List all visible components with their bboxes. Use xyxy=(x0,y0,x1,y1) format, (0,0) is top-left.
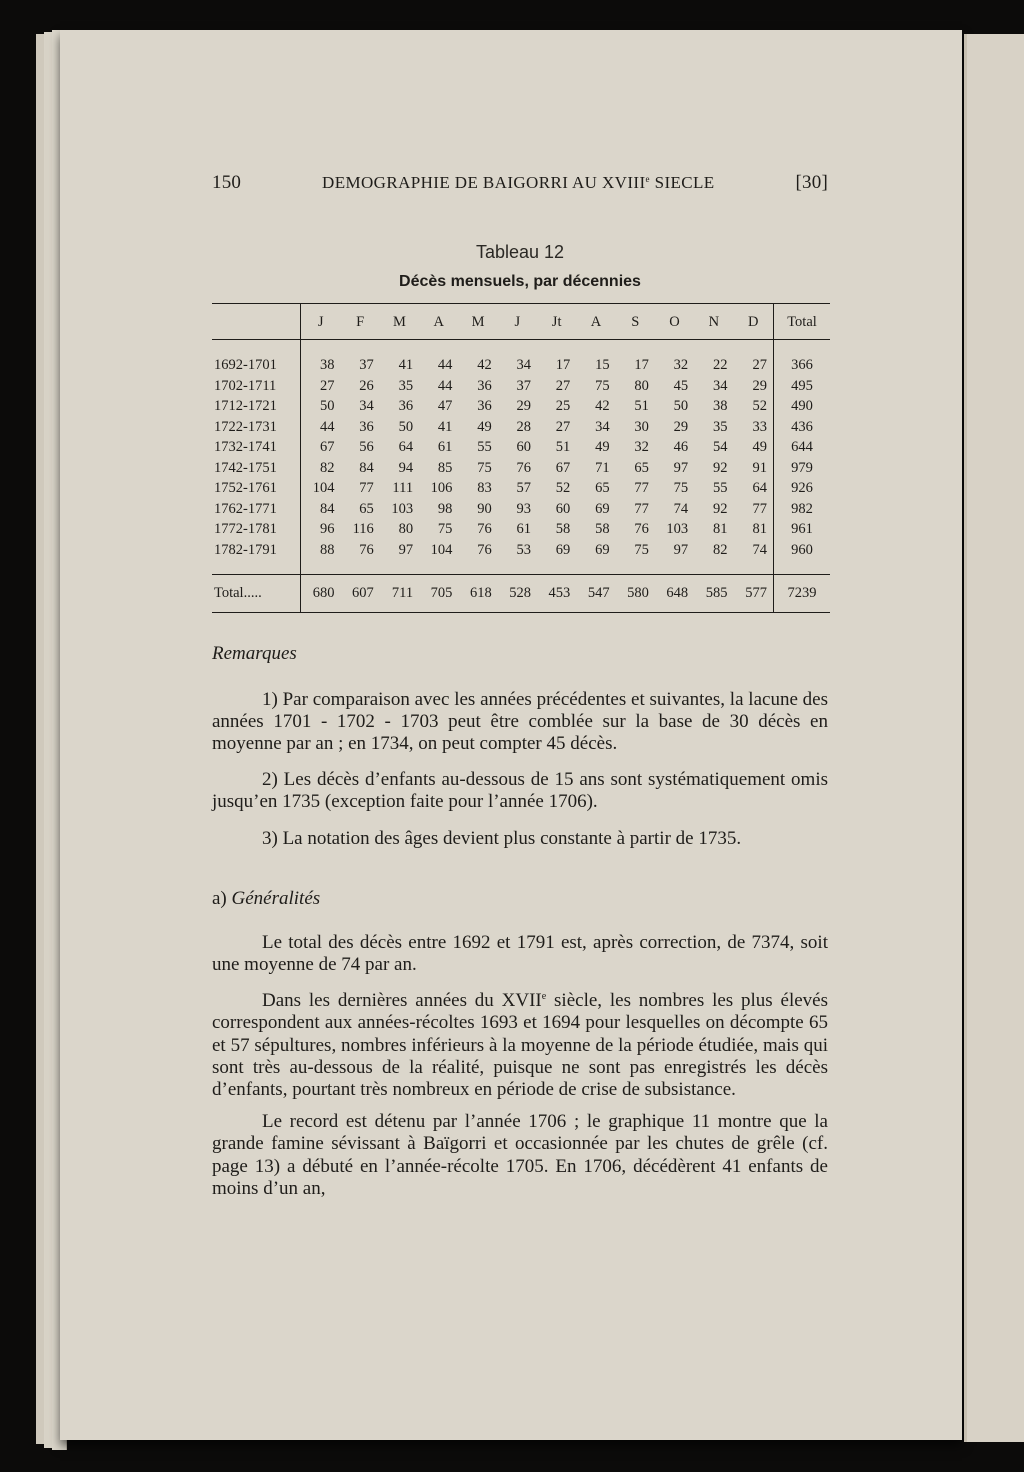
section-heading: a) Généralités xyxy=(212,887,321,909)
cell: 97 xyxy=(673,541,689,558)
column-total: 705 xyxy=(430,585,453,602)
table-title: Décès mensuels, par décennies xyxy=(399,273,641,290)
row-total: 960 xyxy=(774,540,831,575)
cell: 32 xyxy=(634,439,649,456)
table-row xyxy=(212,396,830,417)
remark-3: 3) La notation des âges devient plus constante à partir de 1735. xyxy=(262,827,742,849)
paragraph: Dans les dernières années du XVIIe siècle, les nombres les plus élevés correspondent aux années-récoltes 1693 et 1694 pour lesquelles on décompte 65 et 57 sépultures, nombres inférieurs à la moyenne de la période étudiée, mais qui sont très au-dessous de la réalité, puisque ne sont pas enregistrés les décès d’enfants, pourtant très nombreux en période de crise de subsistance. xyxy=(212,990,828,1100)
column-header: Jt xyxy=(551,314,562,330)
grand-total: 7239 xyxy=(774,575,831,613)
row-total: 366 xyxy=(774,340,831,376)
row-label: 1752-1761 xyxy=(212,478,301,499)
cell: 29 xyxy=(752,377,767,394)
cell: 36 xyxy=(398,398,414,415)
row-label: 1722-1731 xyxy=(212,417,301,438)
column-header: A xyxy=(433,314,444,330)
cell: 61 xyxy=(516,521,531,538)
column-header: Total xyxy=(774,304,831,340)
cell: 71 xyxy=(595,459,610,476)
cell: 54 xyxy=(712,439,728,456)
row-label: 1762-1771 xyxy=(212,499,301,520)
cell: 28 xyxy=(516,418,531,435)
cell: 34 xyxy=(516,357,531,374)
row-total: 982 xyxy=(774,499,831,520)
cell: 77 xyxy=(634,500,649,517)
cell: 42 xyxy=(595,398,610,415)
cell: 52 xyxy=(555,480,571,497)
cell: 67 xyxy=(555,459,571,476)
row-label: 1742-1751 xyxy=(212,458,301,479)
cell: 29 xyxy=(673,418,689,435)
cell: 85 xyxy=(437,459,453,476)
column-total: 585 xyxy=(705,585,728,602)
cell: 34 xyxy=(712,377,728,394)
table-header-row xyxy=(212,304,830,340)
table-row xyxy=(212,437,830,458)
column-total: 580 xyxy=(627,585,649,602)
table-row xyxy=(212,376,830,397)
column-total: 453 xyxy=(548,585,571,602)
remarks-heading: Remarques xyxy=(212,642,297,664)
cell: 82 xyxy=(712,541,728,558)
cell: 80 xyxy=(398,521,414,538)
cell: 75 xyxy=(595,377,610,394)
table-row xyxy=(212,340,830,376)
cell: 84 xyxy=(320,500,335,517)
cell: 65 xyxy=(634,459,649,476)
cell: 58 xyxy=(595,521,610,538)
cell: 76 xyxy=(477,521,492,538)
cell: 42 xyxy=(477,357,492,374)
column-header: M xyxy=(392,314,406,330)
cell: 58 xyxy=(555,521,571,538)
cell: 91 xyxy=(752,459,767,476)
cell: 41 xyxy=(398,357,414,374)
cell: 36 xyxy=(359,418,374,435)
cell: 32 xyxy=(673,357,689,374)
cell: 76 xyxy=(634,521,649,538)
cell: 93 xyxy=(516,500,531,517)
running-title: DEMOGRAPHIE DE BAIGORRI AU XVIIIe SIECLE xyxy=(322,173,715,192)
cell: 106 xyxy=(430,480,453,497)
cell: 27 xyxy=(555,418,571,435)
column-total: 577 xyxy=(745,585,767,602)
paragraph: Le record est détenu par l’année 1706 ; le graphique 11 montre que la grande famine sévissant à Baïgorri et occasionnée par les chutes de grêle (cf. page 13) a débuté en l’année-récolte 1705. En 1706, décédèrent 41 enfants de moins d’un an, xyxy=(212,1111,828,1199)
row-label: 1732-1741 xyxy=(212,437,301,458)
cell: 75 xyxy=(634,541,649,558)
cell: 27 xyxy=(555,377,571,394)
column-header: J xyxy=(317,314,324,330)
column-total: 648 xyxy=(666,585,689,602)
facing-page-edge xyxy=(964,34,1024,1442)
row-label: 1702-1711 xyxy=(212,376,301,397)
cell: 50 xyxy=(673,398,689,415)
cell: 36 xyxy=(477,377,492,394)
column-header: N xyxy=(708,314,720,330)
cell: 49 xyxy=(595,439,610,456)
row-label: 1782-1791 xyxy=(212,540,301,575)
column-header: O xyxy=(669,314,680,330)
cell: 65 xyxy=(359,500,374,517)
cell: 22 xyxy=(712,357,728,374)
cell: 83 xyxy=(477,480,492,497)
cell: 76 xyxy=(516,459,531,476)
cell: 77 xyxy=(752,500,767,517)
total-label: Total..... xyxy=(212,575,301,613)
table-caption: Tableau 12 xyxy=(475,242,565,262)
cell: 53 xyxy=(516,541,531,558)
cell: 103 xyxy=(666,521,689,538)
cell: 35 xyxy=(712,418,728,435)
cell: 75 xyxy=(437,521,453,538)
cell: 37 xyxy=(359,357,374,374)
cell: 41 xyxy=(437,418,453,435)
cell: 69 xyxy=(595,541,610,558)
cell: 92 xyxy=(712,459,728,476)
column-total: 607 xyxy=(352,585,374,602)
cell: 29 xyxy=(516,398,531,415)
cell: 51 xyxy=(634,398,649,415)
section-ref: [30] xyxy=(795,172,828,193)
cell: 50 xyxy=(398,418,414,435)
row-label: 1692-1701 xyxy=(212,340,301,376)
cell: 65 xyxy=(595,480,610,497)
cell: 51 xyxy=(555,439,571,456)
column-total: 528 xyxy=(509,585,531,602)
monthly-deaths-table xyxy=(212,303,830,613)
table-total-row xyxy=(212,575,830,613)
cell: 75 xyxy=(673,480,689,497)
column-total: 547 xyxy=(587,585,610,602)
cell: 116 xyxy=(352,521,374,538)
cell: 60 xyxy=(516,439,531,456)
table-row xyxy=(212,417,830,438)
row-label: 1772-1781 xyxy=(212,519,301,540)
cell: 76 xyxy=(359,541,374,558)
cell: 97 xyxy=(398,541,414,558)
cell: 82 xyxy=(320,459,335,476)
cell: 84 xyxy=(359,459,374,476)
remark-2: 2) Les décès d’enfants au-dessous de 15 ans sont systématiquement omis jusqu’en 1735 (exception faite pour l’année 1706). xyxy=(212,769,828,813)
cell: 81 xyxy=(712,521,728,538)
cell: 17 xyxy=(634,357,649,374)
row-total: 961 xyxy=(774,519,831,540)
cell: 92 xyxy=(712,500,728,517)
cell: 56 xyxy=(359,439,374,456)
cell: 80 xyxy=(634,377,649,394)
cell: 55 xyxy=(477,439,492,456)
cell: 90 xyxy=(477,500,492,517)
cell: 33 xyxy=(752,418,767,435)
cell: 77 xyxy=(634,480,649,497)
cell: 55 xyxy=(712,480,728,497)
cell: 38 xyxy=(320,357,335,374)
cell: 46 xyxy=(673,439,689,456)
cell: 74 xyxy=(673,500,689,517)
column-header: A xyxy=(590,314,602,330)
row-total: 644 xyxy=(774,437,831,458)
page-content xyxy=(212,172,828,1200)
cell: 64 xyxy=(752,480,767,497)
table-row xyxy=(212,519,830,540)
cell: 111 xyxy=(392,480,414,497)
cell: 81 xyxy=(752,521,767,538)
page-number: 150 xyxy=(212,172,242,193)
column-header: D xyxy=(747,314,759,330)
cell: 52 xyxy=(752,398,767,415)
column-header: M xyxy=(471,314,485,330)
cell: 34 xyxy=(595,418,610,435)
running-header xyxy=(212,172,828,202)
column-total: 618 xyxy=(469,585,492,602)
table-row xyxy=(212,499,830,520)
cell: 67 xyxy=(320,439,335,456)
table-row xyxy=(212,458,830,479)
cell: 77 xyxy=(359,480,374,497)
column-header: F xyxy=(356,314,365,330)
cell: 69 xyxy=(555,541,571,558)
cell: 47 xyxy=(437,398,453,415)
cell: 44 xyxy=(437,357,453,374)
cell: 25 xyxy=(555,398,571,415)
cell: 17 xyxy=(555,357,571,374)
cell: 64 xyxy=(398,439,414,456)
cell: 61 xyxy=(437,439,453,456)
cell: 76 xyxy=(477,541,492,558)
cell: 103 xyxy=(391,500,414,517)
row-total: 495 xyxy=(774,376,831,397)
cell: 104 xyxy=(312,480,335,497)
cell: 49 xyxy=(752,439,767,456)
paragraph: Le total des décès entre 1692 et 1791 est, après correction, de 7374, soit une moyenne de 74 par an. xyxy=(212,931,828,975)
cell: 36 xyxy=(477,398,492,415)
cell: 60 xyxy=(555,500,571,517)
cell: 57 xyxy=(516,480,531,497)
cell: 30 xyxy=(634,418,649,435)
cell: 97 xyxy=(673,459,689,476)
column-header: J xyxy=(514,314,521,330)
table-row xyxy=(212,478,830,499)
cell: 15 xyxy=(595,357,610,374)
cell: 50 xyxy=(320,398,335,415)
cell: 38 xyxy=(712,398,728,415)
cell: 88 xyxy=(320,541,335,558)
row-total: 926 xyxy=(774,478,831,499)
cell: 75 xyxy=(477,459,492,476)
cell: 44 xyxy=(437,377,453,394)
cell: 94 xyxy=(398,459,414,476)
cell: 45 xyxy=(673,377,689,394)
cell: 98 xyxy=(437,500,453,517)
cell: 34 xyxy=(359,398,374,415)
row-label: 1712-1721 xyxy=(212,396,301,417)
remark-1: 1) Par comparaison avec les années précédentes et suivantes, la lacune des années 1701 - 1702 - 1703 peut être comblée sur la base de 30 décès en moyenne par an ; en 1734, on peut compter 45 décès. xyxy=(212,688,828,754)
cell: 26 xyxy=(359,377,374,394)
cell: 37 xyxy=(516,377,531,394)
cell: 49 xyxy=(477,418,492,435)
row-total: 979 xyxy=(774,458,831,479)
cell: 35 xyxy=(398,377,414,394)
cell: 74 xyxy=(752,541,767,558)
column-header: S xyxy=(631,314,640,330)
cell: 27 xyxy=(320,377,335,394)
column-total: 680 xyxy=(312,585,335,602)
row-total: 490 xyxy=(774,396,831,417)
column-total: 711 xyxy=(391,585,414,602)
cell: 69 xyxy=(595,500,610,517)
row-total: 436 xyxy=(774,417,831,438)
cell: 44 xyxy=(320,418,335,435)
table-row xyxy=(212,540,830,575)
cell: 27 xyxy=(752,357,767,374)
cell: 104 xyxy=(430,541,453,558)
cell: 96 xyxy=(320,521,335,538)
